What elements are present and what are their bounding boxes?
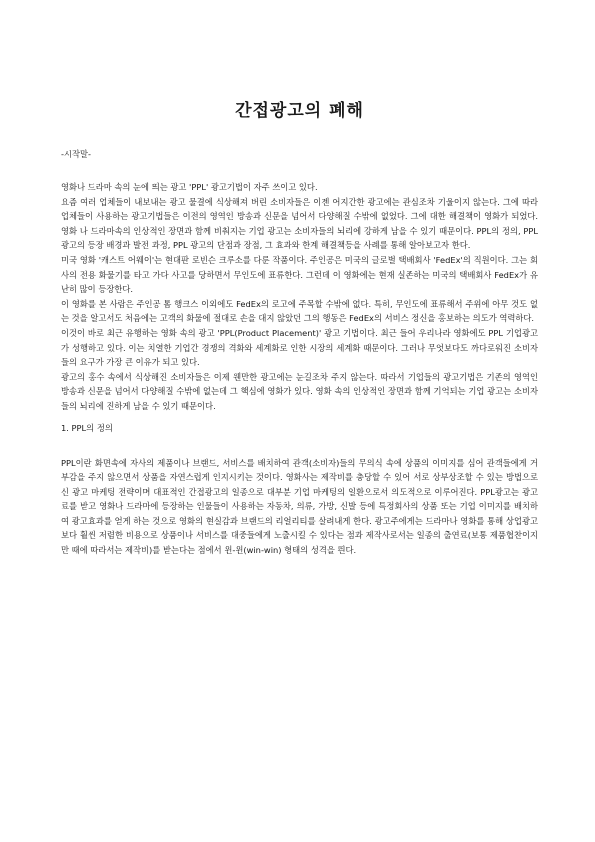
intro-paragraph: 미국 영화 '캐스트 어웨이'는 현대판 로빈슨 크루소를 다룬 작품이다. 주인공은 미국의 글로벌 택배회사 'FedEx'의 직원이다. 그는 회사의 전용 화물기를 타고 가다 사고를 당하면서 무인도에 표류한다. 그런데 이 영화에는 현재 실존하는 미국의 택배회사 FedEx가 유난히 많이 등장한다.: [61, 254, 538, 295]
intro-paragraph: 요즘 여러 업체들이 내보내는 광고 물결에 식상해져 버린 소비자들은 이젠 어지간한 광고에는 관심조차 기울이지 않는다. 그에 따라 업체들이 사용하는 광고기법들은 이전의 영역인 방송과 신문을 넘어서 다양해질 수밖에 없었다. 그에 대한 해결책이 영화가 되었다. 영화 나 드라마속의 인상적인 장면과 함께 비춰지는 기업 광고는 소비자들의 뇌리에 강하게 남을 수 있기 때문이다. PPL의 정의, PPL광고의 등장 배경과 발전 과정, PPL 광고의 단점과 장점, 그 효과와 한계 해결책등을 사례를 통해 알아보고자 한다.: [61, 196, 538, 251]
section-heading: 1. PPL의 정의: [61, 422, 113, 433]
intro-paragraph: 광고의 홍수 속에서 식상해진 소비자들은 이제 웬만한 광고에는 눈길조차 주지 않는다. 따라서 기업들의 광고기법은 기존의 영역인 방송과 신문을 넘어서 다양해질 수밖에 없는데 그 핵심에 영화가 있다. 영화 속의 인상적인 장면과 함께 기억되는 기업 광고는 소비자들의 뇌리에 진하게 남을 수 있기 때문이다.: [61, 371, 538, 411]
document-title: 간접광고의 폐해: [235, 101, 364, 121]
intro-paragraph: 이 영화를 본 사람은 주인공 톰 행크스 이외에도 FedEx의 로고에 주목할 수밖에 없다. 특히, 무인도에 표류해서 주위에 아무 것도 없는 것을 알고서도 처음에는 고객의 화물에 절대로 손을 대지 않았던 그의 행동은 FedEx의 서비스 정신을 홍보하는 의도가 역력하다.: [61, 298, 538, 324]
intro-label: -시작말-: [61, 149, 92, 159]
intro-paragraph: 이것이 바로 최근 유행하는 영화 속의 광고 'PPL(Product Placement)' 광고 기법이다. 최근 들어 우리나라 영화에도 PPL 기업광고가 성행하고 있다. 이는 치열한 기업간 경쟁의 격화와 세계화로 인한 시장의 세계화 때문이다. 그러나 무엇보다도 까다로워진 소비자들의 요구가 가장 큰 이유가 되고 있다.: [61, 327, 538, 368]
intro-paragraph: 영화나 드라마 속의 눈에 띄는 광고 'PPL' 광고기법이 자주 쓰이고 있다.: [61, 182, 318, 192]
section-paragraph: PPL이란 화면속에 자사의 제품이나 브랜드, 서비스를 배치하여 관객(소비자)들의 무의식 속에 상품의 이미지를 심어 관객들에게 거부감을 주지 않으면서 상품을 자연스럽게 인지시키는 것이다. 영화사는 제작비를 충당할 수 있어 서로 상부상조할 수 있는 방법으로 신 광고 마케팅 전략이며 대표적인 간접광고의 일종으로 대부분 기업 마케팅의 일환으로서 의도적으로 이루어진다. PPL광고는 광고료를 받고 영화나 드라마에 등장하는 인물들이 사용하는 자동차, 의류, 가방, 신발 등에 특정회사의 상품 또는 기업 이미지를 배치하여 광고효과를 얻게 하는 것으로 영화의 현실감과 브랜드의 리얼리티를 살려내게 한다. 광고주에게는 드라마나 영화를 통해 상업광고보다 훨씬 저렴한 비용으로 상품이나 서비스를 대중들에게 노출시킬 수 있다는 점과 제작사로서는 일종의 출연료(보통 제품협찬이지만 때에 따라서는 제작비)를 받는다는 점에서 윈-윈(win-win) 형태의 성격을 띈다.: [61, 457, 538, 556]
